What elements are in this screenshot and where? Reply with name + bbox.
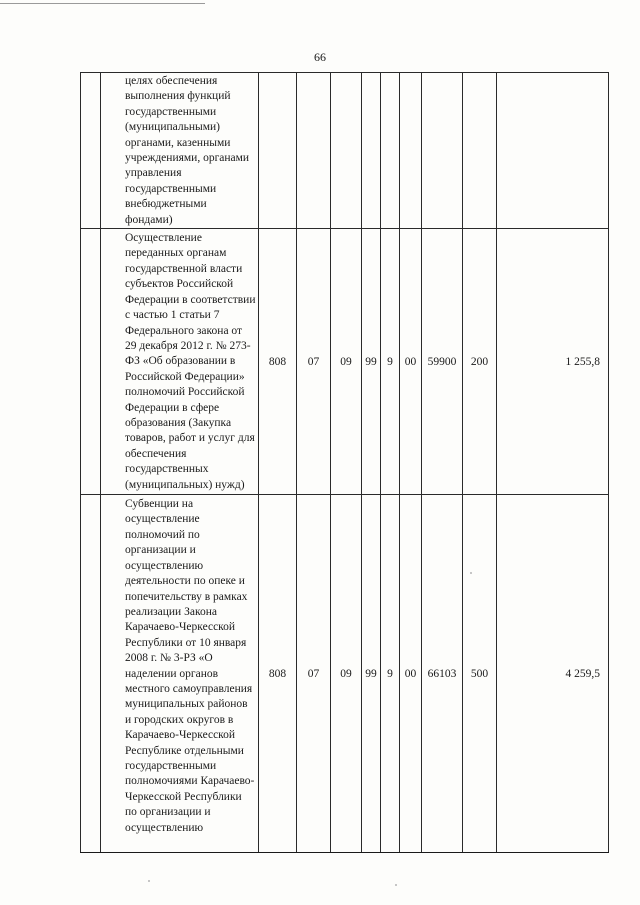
- ministry-code-cell: 808: [259, 229, 297, 495]
- program-code-cell: [362, 73, 381, 229]
- main-event-code-cell: 00: [400, 229, 422, 495]
- main-event-code-cell: 00: [400, 495, 422, 853]
- main-event-code-cell: [400, 73, 422, 229]
- ministry-code-cell: 808: [259, 495, 297, 853]
- expense-type-cell: 200: [463, 229, 497, 495]
- program-code-cell: 99: [362, 495, 381, 853]
- page-number: 66: [314, 50, 326, 64]
- expense-type-cell: [463, 73, 497, 229]
- expense-type-cell: 500: [463, 495, 497, 853]
- subsection-code-cell: [331, 73, 362, 229]
- subsection-code-cell: 09: [331, 229, 362, 495]
- table-row: [81, 495, 609, 853]
- section-code-cell: 07: [297, 495, 331, 853]
- direction-code-cell: 59900: [422, 229, 463, 495]
- row-number-cell: [81, 73, 101, 229]
- amount-cell: [497, 73, 609, 229]
- budget-table: [80, 72, 609, 853]
- item-name-cell: Осуществление переданных органам государственной власти субъектов Российской Федерации в соответствии с частью 1 статьи 7 Федерального закона от 29 декабря 2012 г. № 273-ФЗ «Об образовании в Российской Федерации» полномочий Российской Федерации в сфере образования (Закупка товаров, работ и услуг для обеспечения государственных (муниципальных) нужд): [101, 229, 259, 495]
- item-name-cell: Субвенции на осуществление полномочий по организации и осуществлению деятельности по опеке и попечительству в рамках реализации Закона Карачаево-Черкесской Республики от 10 января 2008 г. № 3-РЗ «О наделении органов местного самоуправления муниципальных районов и городских округов в Карачаево-Черкесской Республике отдельными государственными полномочиями Карачаево-Черкесской Республики по организации и осуществлению: [101, 495, 259, 853]
- section-code-cell: [297, 73, 331, 229]
- subprogram-code-cell: [381, 73, 400, 229]
- direction-code-cell: 66103: [422, 495, 463, 853]
- table-row: [81, 229, 609, 495]
- table-row: [81, 73, 609, 229]
- row-number-cell: [81, 495, 101, 853]
- row-number-cell: [81, 229, 101, 495]
- scan-speck: [470, 572, 472, 574]
- subprogram-code-cell: 9: [381, 229, 400, 495]
- program-code-cell: 99: [362, 229, 381, 495]
- amount-cell: 1 255,8: [497, 229, 609, 495]
- scan-speck: [148, 880, 150, 882]
- ministry-code-cell: [259, 73, 297, 229]
- amount-cell: 4 259,5: [497, 495, 609, 853]
- scan-speck: [395, 884, 397, 886]
- direction-code-cell: [422, 73, 463, 229]
- scan-edge-line: [0, 3, 205, 4]
- subsection-code-cell: 09: [331, 495, 362, 853]
- subprogram-code-cell: 9: [381, 495, 400, 853]
- item-name-cell: целях обеспечения выполнения функций государственными (муниципальными) органами, казенными учреждениями, органами управления государственными внебюджетными фондами): [101, 73, 259, 229]
- section-code-cell: 07: [297, 229, 331, 495]
